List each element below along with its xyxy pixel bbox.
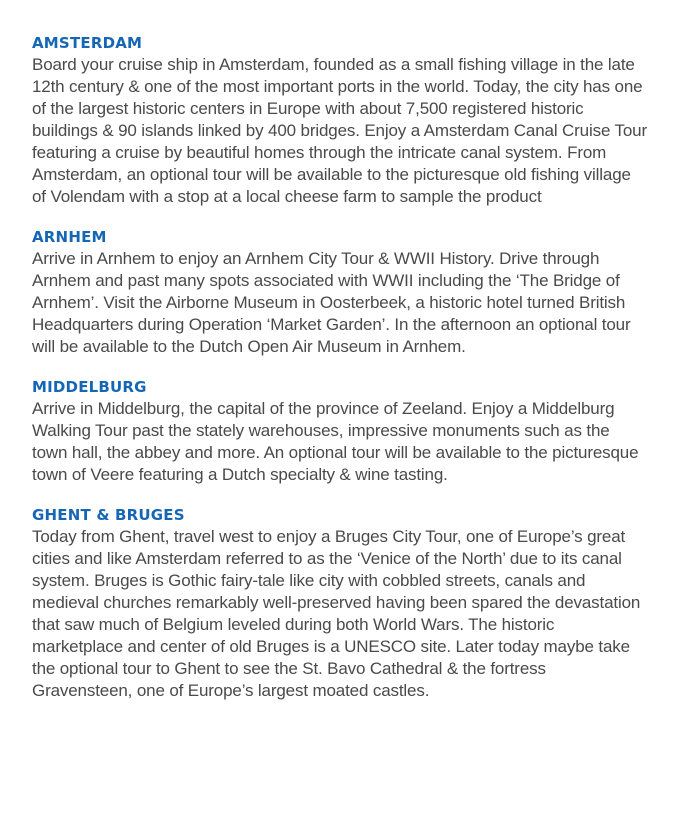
- section-body: Arrive in Middelburg, the capital of the province of Zeeland. Enjoy a Middelburg Walking Tour past the stately warehouses, impressive monuments such as the town hall, the abbey and more. An optional tour will be available to the picturesque town of Veere featuring a Dutch specialty & wine tasting.: [32, 399, 639, 484]
- section-arnhem: [32, 228, 647, 358]
- itinerary-document: [32, 34, 647, 722]
- section-body: Today from Ghent, travel west to enjoy a Bruges City Tour, one of Europe’s great cities and like Amsterdam referred to as the ‘Venice of the North’ due to its canal system. Bruges is Gothic fairy-tale like city with cobbled streets, canals and medieval churches remarkably well-preserved having been spared the devastation that saw much of Belgium leveled during both World Wars. The historic marketplace and center of old Bruges is a UNESCO site. Later today maybe take the optional tour to Ghent to see the St. Bavo Cathedral & the fortress Gravensteen, one of Europe’s largest moated castles.: [32, 527, 641, 700]
- section-middelburg: [32, 378, 647, 486]
- section-body: Board your cruise ship in Amsterdam, founded as a small fishing village in the late 12th century & one of the most important ports in the world. Today, the city has one of the largest historic centers in Europe with about 7,500 registered historic buildings & 90 islands linked by 400 bridges. Enjoy a Amsterdam Canal Cruise Tour featuring a cruise by beautiful homes through the intricate canal system. From Amsterdam, an optional tour will be available to the picturesque old fishing village of Volendam with a stop at a local cheese farm to sample the product: [32, 55, 647, 206]
- section-body: Arrive in Arnhem to enjoy an Arnhem City Tour & WWII History. Drive through Arnhem and past many spots associated with WWII including the ‘The Bridge of Arnhem’. Visit the Airborne Museum in Oosterbeek, a historic hotel turned British Headquarters during Operation ‘Market Garden’. In the afternoon an optional tour will be available to the Dutch Open Air Museum in Arnhem.: [32, 249, 631, 356]
- section-ghent-bruges: [32, 506, 647, 702]
- section-amsterdam: [32, 34, 647, 208]
- section-heading: MIDDELBURG: [32, 378, 147, 396]
- section-heading: GHENT & BRUGES: [32, 506, 185, 524]
- section-heading: ARNHEM: [32, 228, 107, 246]
- section-heading: AMSTERDAM: [32, 34, 143, 52]
